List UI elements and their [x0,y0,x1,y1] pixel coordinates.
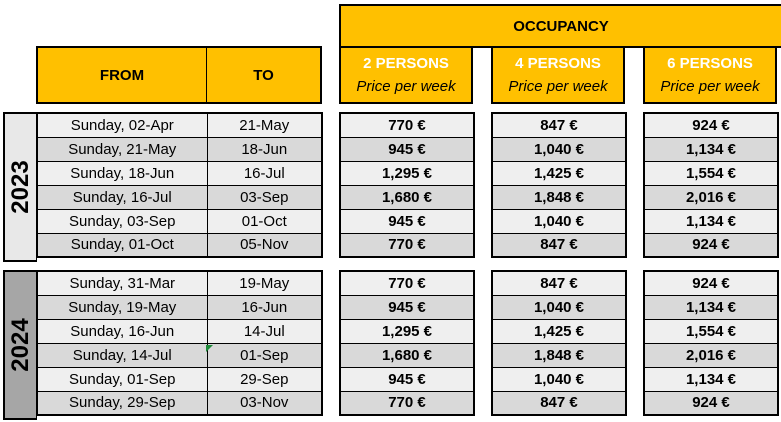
dates-table-2024 [36,270,323,416]
to-cell: 03-Sep [207,185,322,209]
to-cell: 03-Nov [207,391,322,415]
from-label: FROM [99,66,145,84]
to-cell: 21-May [207,113,322,137]
to-cell: 05-Nov [207,233,322,257]
persons-2-subtitle: Price per week [356,78,456,96]
prices-2p-2023 [339,112,475,258]
table-row [37,209,322,233]
price-cell: 1,680 € [340,185,474,209]
prices-6p-2023 [643,112,779,258]
table-row [37,137,322,161]
price-cell: 1,848 € [492,343,626,367]
cell-comment-marker [206,345,213,352]
persons-2-title: 2 PERSONS [363,54,449,72]
to-label: TO [253,66,274,84]
table-row [37,185,322,209]
price-cell: 1,425 € [492,319,626,343]
year-2024-label-cell [3,270,37,420]
table-row [37,319,322,343]
price-cell: 1,040 € [492,137,626,161]
table-row [37,367,322,391]
from-cell: Sunday, 31-Mar [37,271,207,295]
dates-table-2023 [36,112,323,258]
to-cell: 18-Jun [207,137,322,161]
to-cell: 01-Sep [207,343,322,367]
prices-4p-2023 [491,112,627,258]
price-cell: 1,848 € [492,185,626,209]
year-2024-label: 2024 [6,318,34,372]
price-cell: 2,016 € [644,343,778,367]
price-cell: 924 € [644,233,778,257]
price-cell: 1,134 € [644,295,778,319]
persons-4-subtitle: Price per week [508,78,608,96]
price-cell: 924 € [644,113,778,137]
from-cell: Sunday, 01-Sep [37,367,207,391]
from-cell: Sunday, 14-Jul [37,343,207,367]
occupancy-header [339,4,781,48]
price-cell: 770 € [340,113,474,137]
price-cell: 1,295 € [340,319,474,343]
price-cell: 1,040 € [492,295,626,319]
price-cell: 770 € [340,271,474,295]
from-cell: Sunday, 03-Sep [37,209,207,233]
price-cell: 1,295 € [340,161,474,185]
price-cell: 1,040 € [492,209,626,233]
to-cell: 19-May [207,271,322,295]
table-row [37,391,322,415]
price-cell: 847 € [492,391,626,415]
table-row [37,295,322,319]
persons-2-header [339,46,473,104]
price-cell: 2,016 € [644,185,778,209]
price-cell: 1,134 € [644,367,778,391]
persons-6-subtitle: Price per week [660,78,760,96]
to-column-header [206,46,322,104]
from-cell: Sunday, 19-May [37,295,207,319]
price-cell: 945 € [340,295,474,319]
year-2023-label-cell [3,112,37,262]
price-cell: 1,425 € [492,161,626,185]
from-column-header [36,46,207,104]
price-cell: 945 € [340,209,474,233]
prices-6p-2024 [643,270,779,416]
to-cell: 01-Oct [207,209,322,233]
table-row [37,271,322,295]
price-cell: 1,134 € [644,137,778,161]
table-row [37,161,322,185]
price-cell: 1,554 € [644,319,778,343]
to-cell: 16-Jul [207,161,322,185]
to-cell: 16-Jun [207,295,322,319]
price-cell: 770 € [340,233,474,257]
from-cell: Sunday, 01-Oct [37,233,207,257]
to-cell: 14-Jul [207,319,322,343]
price-cell: 945 € [340,367,474,391]
persons-6-title: 6 PERSONS [667,54,753,72]
price-cell: 1,554 € [644,161,778,185]
prices-4p-2024 [491,270,627,416]
from-cell: Sunday, 18-Jun [37,161,207,185]
from-cell: Sunday, 02-Apr [37,113,207,137]
persons-4-title: 4 PERSONS [515,54,601,72]
price-cell: 770 € [340,391,474,415]
price-cell: 1,680 € [340,343,474,367]
from-cell: Sunday, 16-Jun [37,319,207,343]
price-cell: 1,134 € [644,209,778,233]
price-cell: 847 € [492,233,626,257]
occupancy-label: OCCUPANCY [513,17,609,35]
price-cell: 924 € [644,271,778,295]
price-cell: 847 € [492,271,626,295]
table-row [37,343,322,367]
table-row [37,233,322,257]
price-cell: 945 € [340,137,474,161]
to-cell: 29-Sep [207,367,322,391]
from-cell: Sunday, 16-Jul [37,185,207,209]
price-cell: 924 € [644,391,778,415]
persons-4-header [491,46,625,104]
price-cell: 847 € [492,113,626,137]
from-cell: Sunday, 29-Sep [37,391,207,415]
persons-6-header [643,46,777,104]
prices-2p-2024 [339,270,475,416]
year-2023-label: 2023 [6,160,34,214]
price-cell: 1,040 € [492,367,626,391]
table-row [37,113,322,137]
from-cell: Sunday, 21-May [37,137,207,161]
